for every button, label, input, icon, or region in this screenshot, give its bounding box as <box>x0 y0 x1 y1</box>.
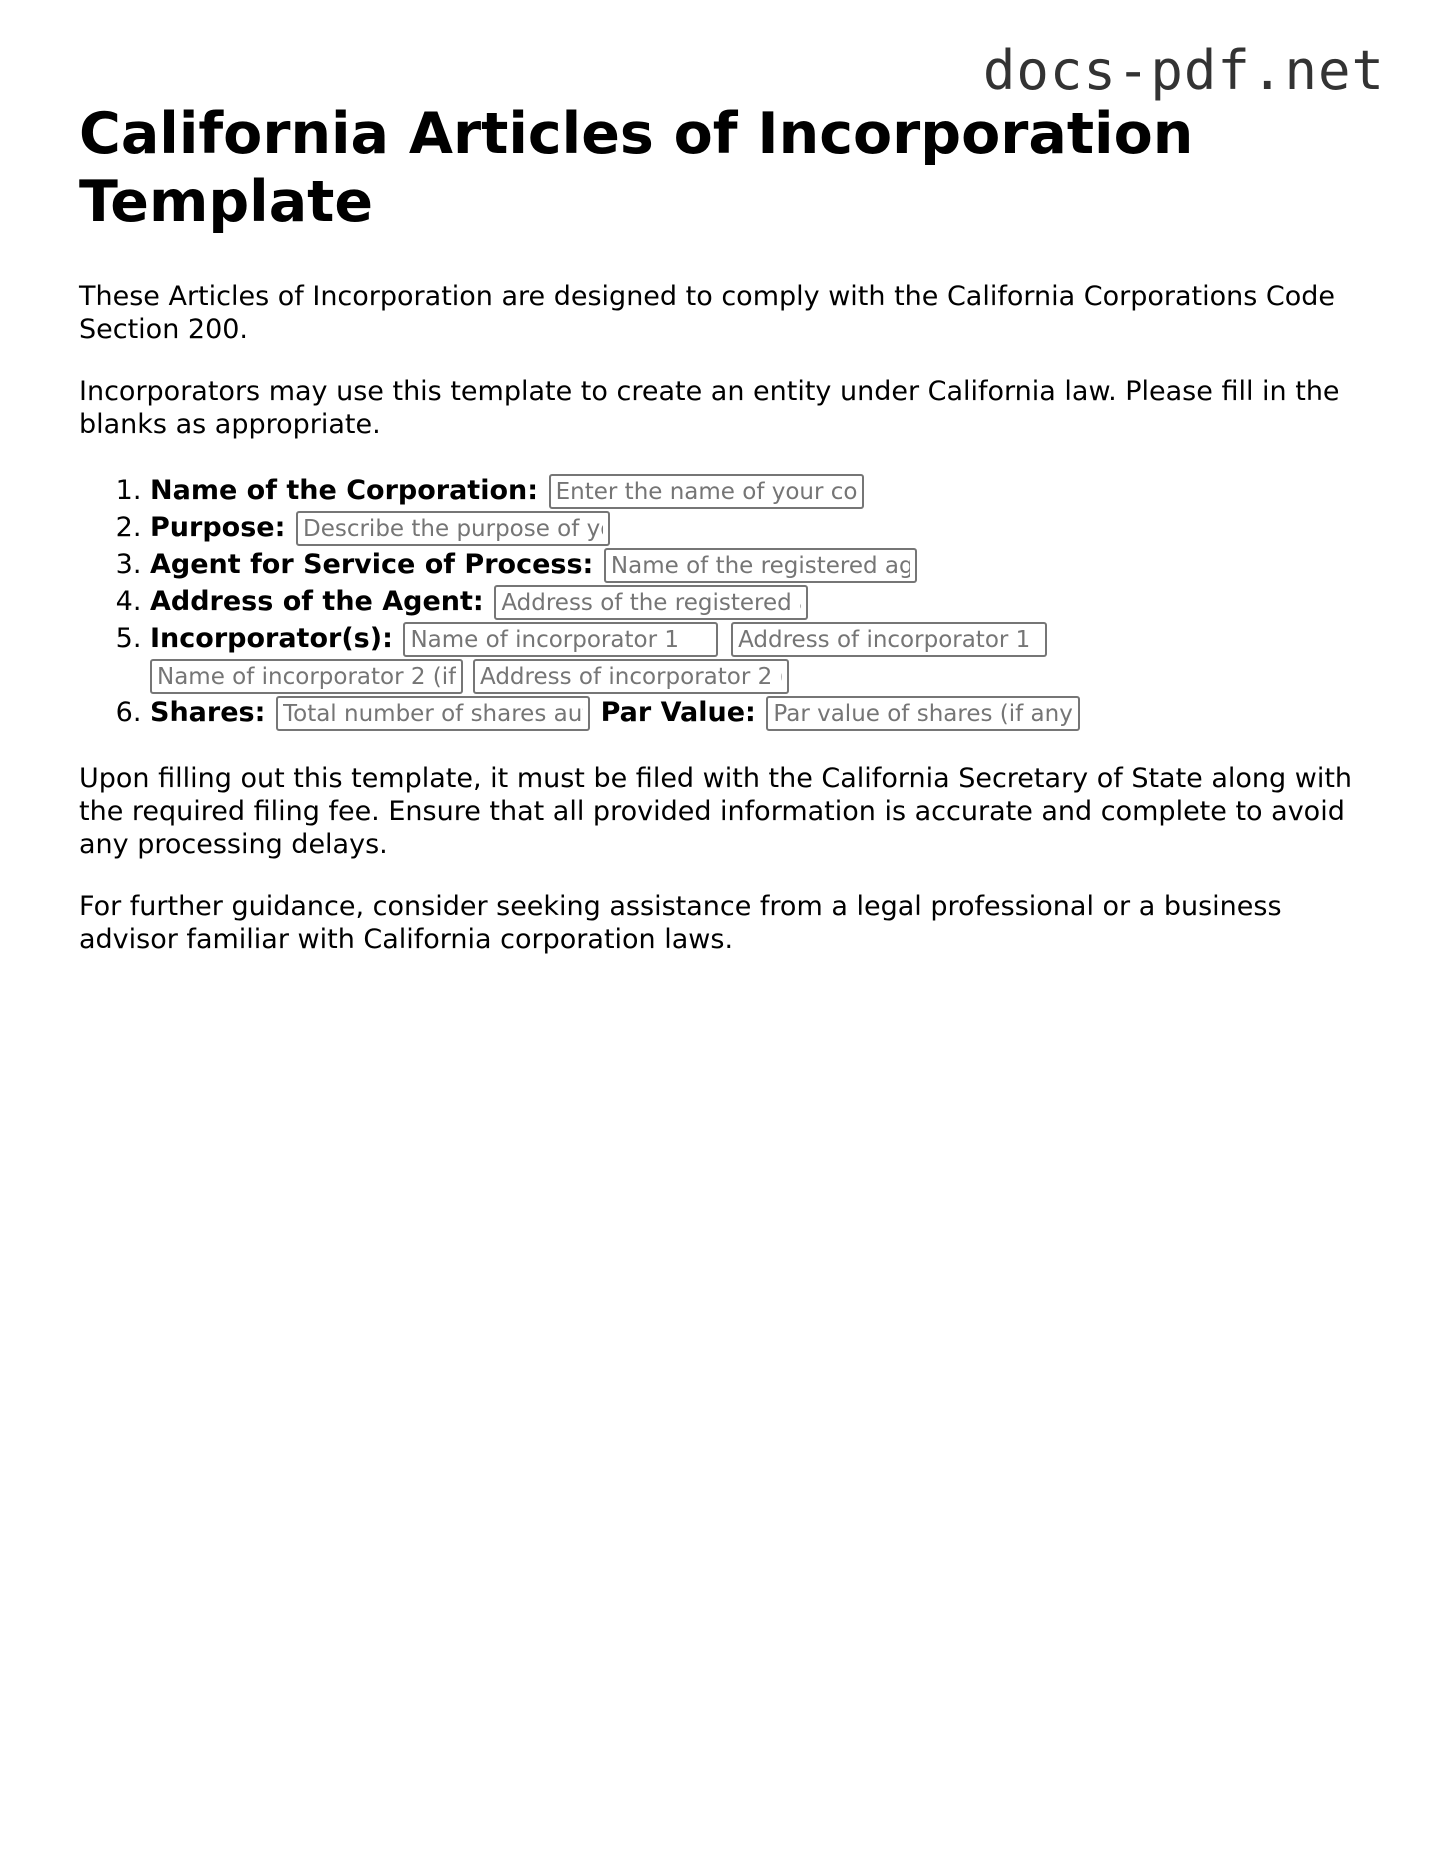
agent-label: Agent for Service of Process: <box>150 549 594 580</box>
par-value-label: Par Value: <box>600 697 756 728</box>
list-item-agent-address <box>150 583 1369 620</box>
purpose-label: Purpose: <box>150 512 286 543</box>
list-item-purpose <box>150 509 1369 546</box>
watermark: docs-pdf.net <box>982 39 1385 102</box>
list-item-shares <box>150 694 1369 731</box>
articles-list <box>79 472 1369 731</box>
shares-label: Shares: <box>150 697 266 728</box>
page-title: California Articles of Incorporation Template <box>79 101 1194 235</box>
incorporators-label: Incorporator(s): <box>150 623 393 654</box>
intro-paragraph-1: These Articles of Incorporation are designed to comply with the California Corporations Code Section 200. <box>79 281 1336 345</box>
incorporator-1-address-input[interactable] <box>731 622 1047 657</box>
intro-paragraph-2: Incorporators may use this template to create an entity under California law. Please fill in the blanks as appropriate. <box>79 376 1340 440</box>
agent-address-label: Address of the Agent: <box>150 586 484 617</box>
par-value-input[interactable] <box>766 696 1080 731</box>
closing-paragraph-2: For further guidance, consider seeking assistance from a legal professional or a business advisor familiar with California corporation laws. <box>79 891 1282 955</box>
incorporator-2-name-input[interactable] <box>150 659 463 694</box>
list-item-agent <box>150 546 1369 583</box>
name-label: Name of the Corporation: <box>150 475 539 506</box>
document-body <box>79 100 1369 956</box>
incorporator-2-address-input[interactable] <box>473 659 789 694</box>
incorporator-2-row <box>150 657 1369 694</box>
incorporator-1-name-input[interactable] <box>403 622 718 657</box>
purpose-input[interactable] <box>296 511 610 546</box>
list-item-incorporators <box>150 620 1369 694</box>
agent-address-input[interactable] <box>494 585 808 620</box>
closing-paragraph-1: Upon filling out this template, it must be filed with the California Secretary of State along with the required filing fee. Ensure that all provided information is accurate and complete to avoid any processing delays. <box>79 763 1353 860</box>
corporation-name-input[interactable] <box>549 474 864 509</box>
shares-input[interactable] <box>276 696 590 731</box>
list-item-name <box>150 472 1369 509</box>
agent-name-input[interactable] <box>604 548 917 583</box>
